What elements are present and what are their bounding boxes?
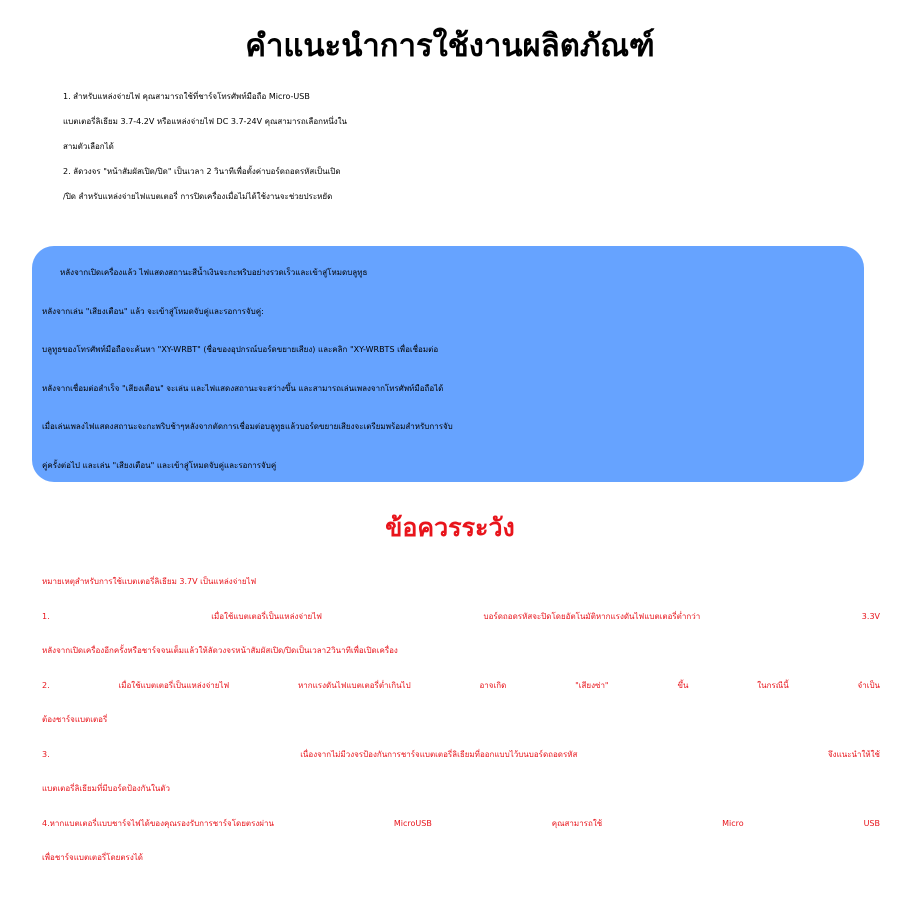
bluetooth-line: หลังจากเล่น "เสียงเตือน" แล้ว จะเข้าสู่โหมดจับคู่และรอการจับคู่:: [42, 306, 264, 316]
warning-line: 3. เนื่องจากไม่มีวงจรป้องกันการชาร์จแบตเตอรี่ลิเธียมที่ออกแบบไว้บนบอร์ดถอดรหัส จึงแนะนำให้ใช้: [42, 749, 880, 759]
warnings-list: [42, 565, 880, 876]
bluetooth-line: คู่ครั้งต่อไป และเล่น "เสียงเตือน" และเข้าสู่โหมดจับคู่และรอการจับคู่: [42, 460, 277, 470]
intro-line: แบตเตอรี่ลิเธียม 3.7-4.2V หรือแหล่งจ่ายไฟ DC 3.7-24V คุณสามารถเลือกหนึ่งใน: [63, 117, 347, 126]
bluetooth-line: เมื่อเล่นเพลงไฟแสดงสถานะจะกะพริบช้าๆหลังจากตัดการเชื่อมต่อบลูทูธแล้วบอร์ดขยายเสียงจะเตรียมพร้อมสำหรับการจับ: [42, 422, 453, 431]
bluetooth-line: หลังจากเปิดเครื่องแล้ว ไฟแสดงสถานะสีน้ำเงินจะกะพริบอย่างรวดเร็วและเข้าสู่โหมดบลูทูธ: [60, 268, 368, 277]
page-title: คำแนะนำการใช้งานผลิตภัณฑ์: [245, 28, 655, 64]
warning-line: เพื่อชาร์จแบตเตอรี่โดยตรงได้: [42, 853, 143, 862]
warning-line: แบตเตอรี่ลิเธียมที่มีบอร์ดป้องกันในตัว: [42, 784, 171, 793]
intro-line: สามตัวเลือกได้: [63, 142, 114, 151]
bluetooth-info-box: [32, 246, 864, 482]
warnings-title: ข้อควรระวัง: [385, 513, 515, 542]
warning-line: หมายเหตุสำหรับการใช้แบตเตอรี่ลิเธียม 3.7V เป็นแหล่งจ่ายไฟ: [42, 577, 257, 586]
intro-instructions: [63, 84, 793, 209]
bluetooth-line: หลังจากเชื่อมต่อสำเร็จ "เสียงเตือน" จะเล่น และไฟแสดงสถานะจะสว่างขึ้น และสามารถเล่นเพลงจากโทรศัพท์มือถือได้: [42, 383, 444, 393]
intro-line: /ปิด สำหรับแหล่งจ่ายไฟแบตเตอรี่ การปิดเครื่องเมื่อไม่ได้ใช้งานจะช่วยประหยัด: [63, 192, 333, 201]
bluetooth-line: บลูทูธของโทรศัพท์มือถือจะค้นหา "XY-WRBT" (ชื่อของอุปกรณ์บอร์ดขยายเสียง) และคลิก "XY-WRBTS เพื่อเชื่อมต่อ: [42, 345, 439, 354]
warning-line: 1. เมื่อใช้แบตเตอรี่เป็นแหล่งจ่ายไฟ บอร์ดถอดรหัสจะปิดโดยอัตโนมัติหากแรงดันไฟแบตเตอรี่ต่ำกว่า 3.3V: [42, 611, 880, 621]
intro-line: 1. สำหรับแหล่งจ่ายไฟ คุณสามารถใช้ที่ชาร์จโทรศัพท์มือถือ Micro-USB: [63, 92, 310, 101]
warning-line: 2. เมื่อใช้แบตเตอรี่เป็นแหล่งจ่ายไฟ หากแรงดันไฟแบตเตอรี่ต่ำเกินไป อาจเกิด "เสียงซ่า" ขึ้น ในกรณีนี้ จำเป็น: [42, 680, 880, 690]
warning-line: หลังจากเปิดเครื่องอีกครั้งหรือชาร์จจนเต็มแล้วให้ลัดวงจรหน้าสัมผัสเปิด/ปิดเป็นเวลา2วินาทีเพื่อเปิดเครื่อง: [42, 646, 398, 655]
intro-line: 2. ลัดวงจร "หน้าสัมผัสเปิด/ปิด" เป็นเวลา 2 วินาทีเพื่อตั้งค่าบอร์ดถอดรหัสเป็นเปิด: [63, 167, 341, 176]
warning-line: 4.หากแบตเตอรี่แบบชาร์จไฟได้ของคุณรองรับการชาร์จโดยตรงผ่าน MicroUSB คุณสามารถใช้ Micro USB: [42, 818, 880, 828]
warning-line: ต้องชาร์จแบตเตอรี่: [42, 715, 108, 724]
